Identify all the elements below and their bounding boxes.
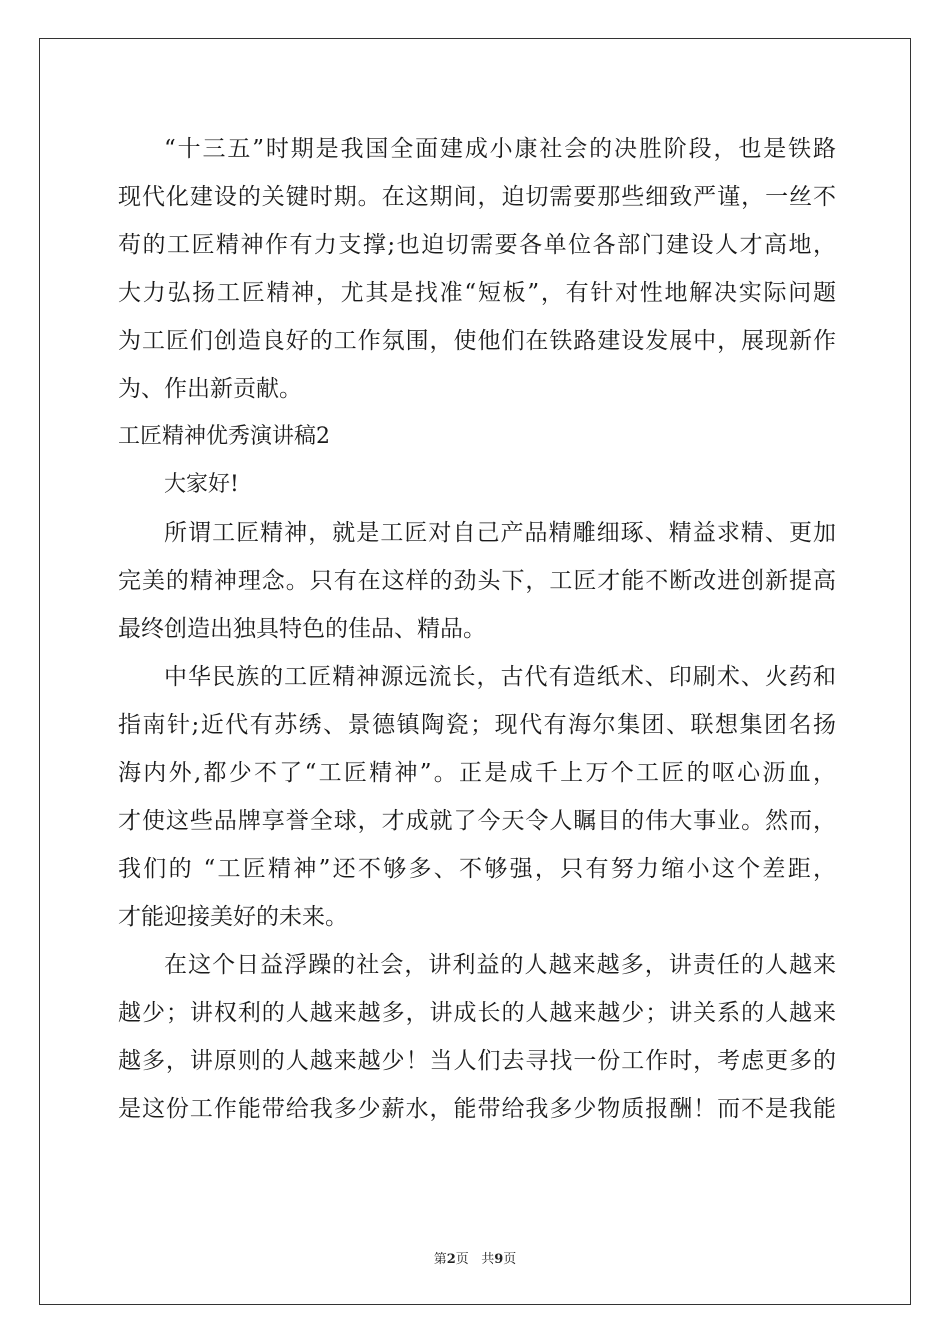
- paragraph-line: 大力弘扬工匠精神，尤其是找准“短板”，有针对性地解决实际问题: [118, 280, 836, 306]
- paragraph-line: 我们的 “工匠精神”还不够多、不够强，只有努力缩小这个差距，: [118, 856, 836, 882]
- paragraph-line: 海内外,都少不了“工匠精神”。正是成千上万个工匠的呕心沥血，: [118, 760, 836, 786]
- page-suffix: 页: [455, 1252, 469, 1267]
- paragraph-line: 中华民族的工匠精神源远流长，古代有造纸术、印刷术、火药和: [164, 664, 836, 690]
- total-suffix: 页: [503, 1252, 517, 1267]
- page-total: 9: [494, 1252, 504, 1267]
- paragraph-line: 为工匠们创造良好的工作氛围，使他们在铁路建设发展中，展现新作: [118, 328, 836, 354]
- paragraph-line: 越多，讲原则的人越来越少！当人们去寻找一份工作时，考虑更多的: [118, 1048, 836, 1074]
- paragraph-line: “十三五”时期是我国全面建成小康社会的决胜阶段，也是铁路: [164, 136, 836, 162]
- page-footer: [0, 1248, 950, 1267]
- paragraph-line: 为、作出新贡献。: [118, 376, 302, 402]
- section-title: 工匠精神优秀演讲稿2: [118, 424, 330, 449]
- paragraph-line: 苟的工匠精神作有力支撑;也迫切需要各单位各部门建设人才高地，: [118, 232, 836, 258]
- paragraph-line: 完美的精神理念。只有在这样的劲头下，工匠才能不断改进创新提高: [118, 568, 836, 594]
- paragraph-line: 在这个日益浮躁的社会，讲利益的人越来越多，讲责任的人越来: [164, 952, 836, 978]
- paragraph-line: 是这份工作能带给我多少薪水，能带给我多少物质报酬！而不是我能: [118, 1096, 836, 1122]
- document-body: [118, 132, 836, 1140]
- paragraph-line: 才使这些品牌享誉全球，才成就了今天令人瞩目的伟大事业。然而，: [118, 808, 836, 834]
- total-prefix: 共: [481, 1252, 495, 1267]
- paragraph-line: 最终创造出独具特色的佳品、精品。: [118, 616, 486, 642]
- paragraph-line: 所谓工匠精神，就是工匠对自己产品精雕细琢、精益求精、更加: [164, 520, 836, 546]
- paragraph-line: 才能迎接美好的未来。: [118, 904, 348, 930]
- paragraph-line: 现代化建设的关键时期。在这期间，迫切需要那些细致严谨，一丝不: [118, 184, 836, 210]
- page-number: 2: [446, 1252, 456, 1267]
- greeting-line: 大家好!: [164, 472, 239, 497]
- paragraph-line: 指南针;近代有苏绣、景德镇陶瓷；现代有海尔集团、联想集团名扬: [118, 712, 836, 738]
- page-prefix: 第: [433, 1252, 447, 1267]
- paragraph-line: 越少；讲权利的人越来越多，讲成长的人越来越少；讲关系的人越来: [118, 1000, 836, 1026]
